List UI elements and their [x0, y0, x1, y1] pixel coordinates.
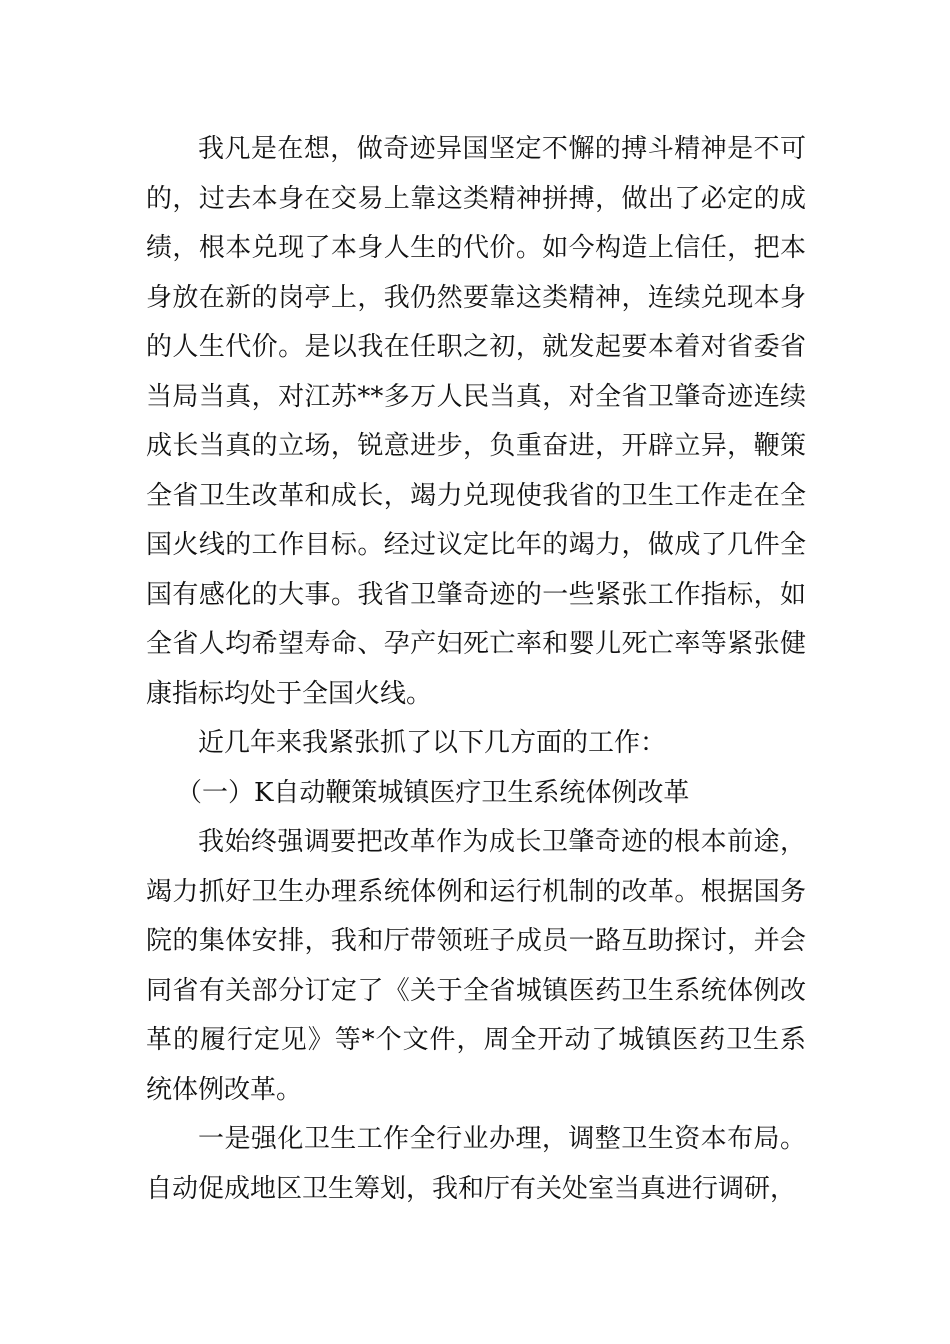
paragraph-work-intro: 近几年来我紧张抓了以下几方面的工作： [198, 728, 667, 758]
section-heading-reform: （一）K自动鞭策城镇医疗卫生系统体例改革 [176, 777, 690, 808]
paragraph-reform: 我始终强调要把改革作为成长卫肇奇迹的根本前途，竭力抓好卫生办理系统体例和运行机制的改革。根据国务院的集体安排，我和厅带领班子成员一路互助探讨，并会同省有关部分订定了《关于全省城镇医药卫生系统体例改革的履行定见》等*个文件，周全开动了城镇医药卫生系统体例改革。 [146, 827, 806, 1105]
paragraph-spirit: 我凡是在想，做奇迹异国坚定不懈的搏斗精神是不可的，过去本身在交易上靠这类精神拼搏，做出了必定的成绩，根本兑现了本身人生的代价。如今构造上信任，把本身放在新的岗亭上，我仍然要靠这类精神，连续兑现本身的人生代价。是以我在任职之初，就发起要本着对省委省当局当真，对江苏**多万人民当真，对全省卫肇奇迹连续成长当真的立场，锐意进步，负重奋进，开辟立异，鞭策全省卫生改革和成长，竭力兑现使我省的卫生工作走在全国火线的工作目标。经过议定比年的竭力，做成了几件全国有感化的大事。我省卫肇奇迹的一些紧张工作指标，如全省人均希望寿命、孕产妇死亡率和婴儿死亡率等紧张健康指标均处于全国火线。 [146, 134, 806, 709]
document-body [146, 125, 806, 1214]
paragraph-first-point: 一是强化卫生工作全行业办理，调整卫生资本布局。自动促成地区卫生筹划，我和厅有关处室当真进行调研， [146, 1124, 806, 1204]
